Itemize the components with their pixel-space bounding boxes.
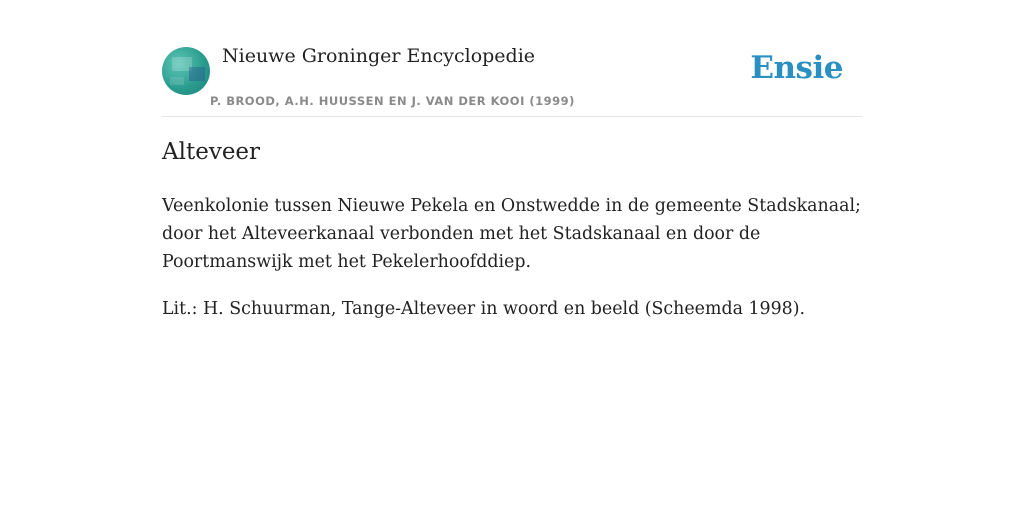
entry-title: Alteveer xyxy=(162,139,261,165)
book-header xyxy=(162,0,862,117)
ensie-logo-link[interactable]: Ensie xyxy=(750,50,843,86)
book-cover-image[interactable] xyxy=(162,47,210,95)
page-container xyxy=(162,0,862,319)
cover-detail xyxy=(189,67,205,81)
entry-body-text: Veenkolonie tussen Nieuwe Pekela en Onstwedde in de gemeente Stadskanaal; door het Alteveerkanaal verbonden met het Stadskanaal en door de Poortmanswijk met het Pekelerhoofddiep. xyxy=(162,196,861,272)
book-authors: P. BROOD, A.H. HUUSSEN EN J. VAN DER KOOI (1999) xyxy=(210,94,575,108)
entry-literature-reference: Lit.: H. Schuurman, Tange-Alteveer in woord en beeld (Scheemda 1998). xyxy=(162,299,806,319)
cover-detail xyxy=(170,77,184,85)
book-title-link[interactable]: Nieuwe Groninger Encyclopedie xyxy=(222,45,536,67)
